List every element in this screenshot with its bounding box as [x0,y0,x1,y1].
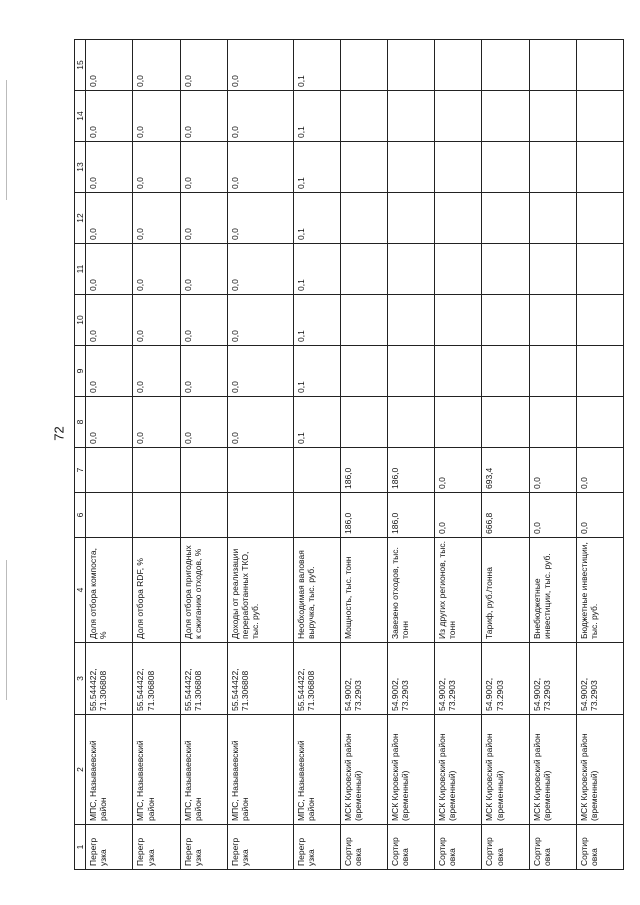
scan-edge-mark [6,80,7,200]
table-cell: Доля отбора RDF, % [133,538,180,643]
table-cell: 0,0 [133,193,180,244]
table-cell: 0,0 [133,91,180,142]
table-cell: 0,0 [180,295,227,346]
table-cell: 0,0 [180,244,227,295]
table-cell: МПС, Называевский район [133,715,180,825]
table-cell: 0,0 [227,397,293,448]
table-cell [388,193,435,244]
table-cell [340,91,387,142]
table-cell [340,346,387,397]
table-cell [340,40,387,91]
column-header: 8 [75,397,86,448]
table-cell: Бюджетные инвестиции, тыс. руб. [576,538,623,643]
column-header: 15 [75,40,86,91]
table-cell: 54.9002, 73.2903 [482,643,529,715]
table-cell [529,193,576,244]
table-cell [340,244,387,295]
table-cell: 0,1 [293,346,340,397]
table-cell: Завезено отходов, тыс. тонн [388,538,435,643]
table-cell: МСК Кировский район (временный) [388,715,435,825]
table-cell: 0,0 [133,244,180,295]
table-row [529,40,576,870]
table-cell: Мощность, тыс. тонн [340,538,387,643]
table-cell: 55.544422, 71.306808 [293,643,340,715]
table-cell: 186,0 [340,448,387,493]
table-cell [293,448,340,493]
table-cell: Внебюджетные инвестиции, тыс. руб. [529,538,576,643]
table-cell: Тариф, руб./тонна [482,538,529,643]
rotated-table-container [74,40,624,870]
table-cell: МСК Кировский район (временный) [482,715,529,825]
table-cell: 0,0 [180,40,227,91]
table-cell: 0,0 [227,40,293,91]
table-cell [529,244,576,295]
page-number: 72 [51,426,67,441]
table-cell: 0,0 [180,397,227,448]
table-cell: 0,0 [86,142,133,193]
table-cell [340,295,387,346]
table-cell [482,295,529,346]
table-cell [293,493,340,538]
table-row [133,40,180,870]
table-cell: 0,1 [293,397,340,448]
table-cell: 0,0 [227,346,293,397]
table-cell [180,493,227,538]
table-cell: МСК Кировский район (временный) [435,715,482,825]
table-cell [86,448,133,493]
table-cell: 0,0 [227,244,293,295]
table-cell: 0,0 [86,346,133,397]
table-cell: 0,0 [435,448,482,493]
scan-edge-mark [6,560,7,700]
table-cell: 54.9002, 73.2903 [529,643,576,715]
table-cell: 0,0 [529,493,576,538]
table-cell: 0,1 [293,91,340,142]
table-cell: Из других регионов, тыс. тонн [435,538,482,643]
table-cell: Перегр узка [133,825,180,870]
table-row [388,40,435,870]
table-cell [435,346,482,397]
column-header: 4 [75,538,86,643]
header-row [75,40,86,870]
table-cell: МПС, Называевский район [293,715,340,825]
table-cell [180,448,227,493]
table-row [482,40,529,870]
table-cell: 0,0 [86,40,133,91]
table-cell [340,142,387,193]
table-cell [133,448,180,493]
table-cell [529,40,576,91]
table-cell [227,493,293,538]
column-header: 6 [75,493,86,538]
table-cell: МПС, Называевский район [227,715,293,825]
table-cell [435,244,482,295]
table-cell [529,295,576,346]
table-cell: 0,0 [576,493,623,538]
table-cell [576,346,623,397]
table-cell: 0,0 [133,295,180,346]
table-cell [482,244,529,295]
table-cell [529,91,576,142]
table-cell: Необходимая валовая выручка, тыс. руб. [293,538,340,643]
table-cell: Сортир овка [529,825,576,870]
column-header: 12 [75,193,86,244]
table-cell: МПС, Называевский район [86,715,133,825]
table-cell: 0,0 [133,40,180,91]
table-cell: 0,0 [227,91,293,142]
table-cell: 0,0 [180,91,227,142]
table-cell: 0,1 [293,40,340,91]
column-header: 13 [75,142,86,193]
table-cell [435,397,482,448]
table-row [180,40,227,870]
table-cell [435,40,482,91]
table-cell [86,493,133,538]
table-cell: 666,8 [482,493,529,538]
table-row [227,40,293,870]
table-cell: 0,0 [86,193,133,244]
table-cell: Перегр узка [86,825,133,870]
table-row [435,40,482,870]
table-cell: 0,0 [133,142,180,193]
table-cell [482,346,529,397]
table-cell: 0,1 [293,142,340,193]
table-cell: 0,0 [133,346,180,397]
table-cell: Доходы от реализации переработанных ТКО, тыс. руб. [227,538,293,643]
table-cell: 0,0 [227,142,293,193]
table-cell [388,244,435,295]
table-cell: Перегр узка [227,825,293,870]
table-cell: 0,1 [293,295,340,346]
table-cell: 0,0 [86,397,133,448]
table-cell [482,142,529,193]
table-cell: 186,0 [340,493,387,538]
table-cell: 0,0 [180,193,227,244]
table-cell: 0,1 [293,244,340,295]
table-cell: МПС, Называевский район [180,715,227,825]
table-cell: Сортир овка [576,825,623,870]
table-cell: 55.544422, 71.306808 [86,643,133,715]
column-header: 14 [75,91,86,142]
table-cell [435,193,482,244]
table-cell [388,142,435,193]
table-cell: МСК Кировский район (временный) [340,715,387,825]
column-header: 2 [75,715,86,825]
table-cell: 54.9002, 73.2903 [340,643,387,715]
table-cell [435,295,482,346]
table-cell: Сортир овка [388,825,435,870]
table-cell [576,142,623,193]
column-header: 1 [75,825,86,870]
table-cell: 0,0 [133,397,180,448]
table-cell: 0,0 [227,193,293,244]
column-header: 11 [75,244,86,295]
table-cell [576,193,623,244]
table-row [86,40,133,870]
table-cell: 0,0 [180,346,227,397]
table-cell: 54.9002, 73.2903 [388,643,435,715]
table-row [293,40,340,870]
table-cell [227,448,293,493]
table-cell: 0,0 [227,295,293,346]
column-header: 3 [75,643,86,715]
table-cell [529,397,576,448]
table-cell: 54.9002, 73.2903 [576,643,623,715]
column-header: 10 [75,295,86,346]
table-cell: Перегр узка [180,825,227,870]
table-cell [482,397,529,448]
table-cell [388,40,435,91]
table-cell: 55.544422, 71.306808 [133,643,180,715]
table-cell [388,295,435,346]
table-row [576,40,623,870]
table-cell [482,193,529,244]
table-cell [529,142,576,193]
table-cell [340,193,387,244]
table-cell: Сортир овка [340,825,387,870]
table-cell [529,346,576,397]
table-cell [388,346,435,397]
table-cell: Перегр узка [293,825,340,870]
table-cell: 0,0 [86,295,133,346]
table-cell [435,142,482,193]
table-cell [482,91,529,142]
column-header: 7 [75,448,86,493]
table-cell: Сортир овка [482,825,529,870]
table-cell: 0,0 [180,142,227,193]
table-cell [388,397,435,448]
table-cell: 55.544422, 71.306808 [227,643,293,715]
table-cell [435,91,482,142]
table-cell: 0,0 [529,448,576,493]
table-row [340,40,387,870]
table-cell: 0,0 [86,91,133,142]
table-cell [576,295,623,346]
table-body [86,40,624,870]
table-cell: МСК Кировский район (временный) [576,715,623,825]
table-cell: 186,0 [388,448,435,493]
table-cell [576,244,623,295]
table-cell: 693,4 [482,448,529,493]
table-cell: 54.9002, 73.2903 [435,643,482,715]
table-cell [340,397,387,448]
table-cell [576,91,623,142]
table-cell: 0,0 [576,448,623,493]
table-cell [576,397,623,448]
table-cell [388,91,435,142]
table-cell: МСК Кировский район (временный) [529,715,576,825]
table-cell: 0,0 [86,244,133,295]
data-table [74,39,624,870]
table-cell: 0,0 [435,493,482,538]
table-cell: Доля отбора компоста, % [86,538,133,643]
table-cell: Доля отбора пригодных к сжиганию отходов, % [180,538,227,643]
table-cell: 0,1 [293,193,340,244]
table-cell: 55.544422, 71.306808 [180,643,227,715]
table-cell [576,40,623,91]
column-header: 9 [75,346,86,397]
table-cell: 186,0 [388,493,435,538]
table-cell [133,493,180,538]
table-cell: Сортир овка [435,825,482,870]
table-cell [482,40,529,91]
